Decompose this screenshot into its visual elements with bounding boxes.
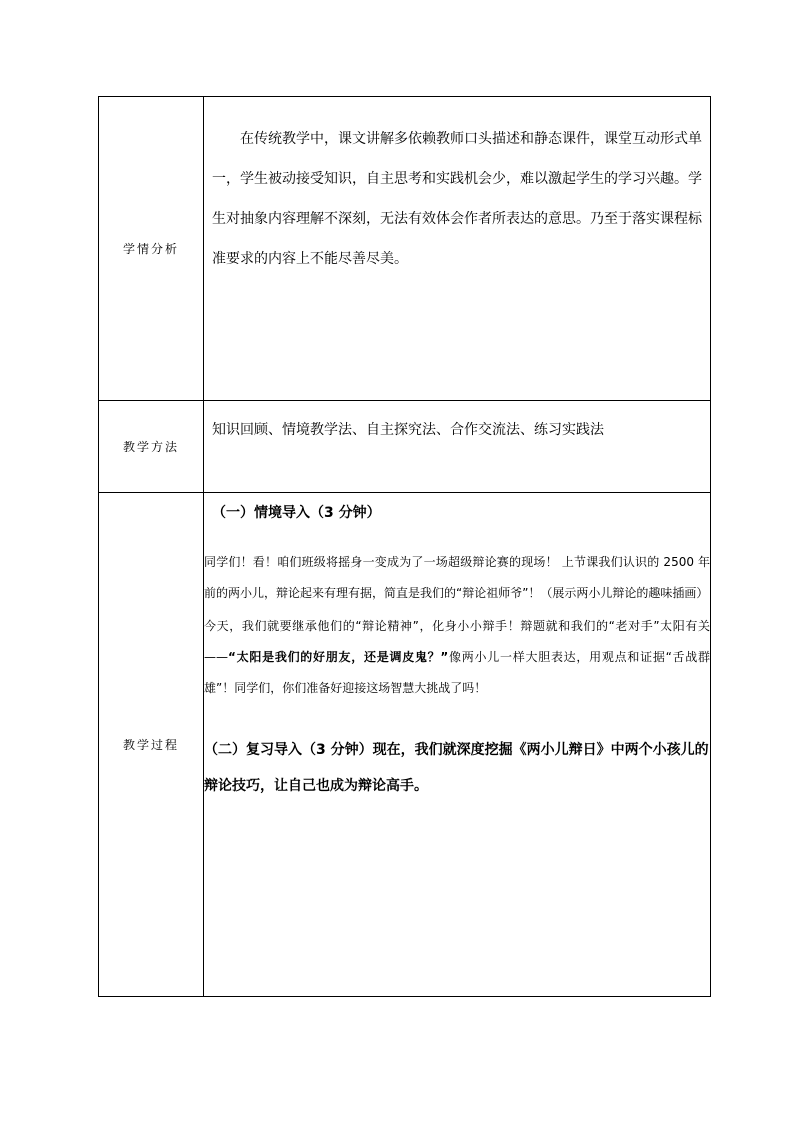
row-teaching-methods: [99, 401, 711, 493]
lesson-plan-table: [98, 96, 711, 997]
row-teaching-process: [99, 493, 711, 997]
paragraph-2-part-b: 像两小儿一样大胆表达，用观点和证据“舌战群雄”！同学们，你们准备好迎接这场智慧大挑战了吗！: [204, 650, 711, 695]
section-2-review: （二）复习导入（3 分钟）现在，我们就深度挖掘《两小儿辩日》中两个小孩儿的辩论技巧，让自己也成为辩论高手。: [204, 742, 709, 794]
label-teaching-process: 教学过程: [99, 493, 204, 997]
debate-topic: “太阳是我们的好朋友，还是调皮鬼？”: [228, 650, 449, 664]
process-paragraph-1: 同学们！看！咱们班级将摇身一变成为了一场超级辩论赛的现场！ 上节课我们认识的 2500 年前的两小儿，辩论起来有理有据，简直是我们的“辩论祖师爷”！（展示两小儿辩论的趣味插画）: [204, 555, 710, 600]
cell-teaching-process: [204, 493, 711, 997]
label-teaching-methods: 教学方法: [99, 401, 204, 493]
process-paragraph-2: [204, 611, 710, 704]
label-student-analysis: 学情分析: [99, 97, 204, 401]
teaching-methods-text: 知识回顾、情境教学法、自主探究法、合作交流法、练习实践法: [212, 422, 604, 438]
cell-student-analysis: [204, 97, 711, 401]
section-1-title: （一）情境导入（3 分钟）: [212, 505, 381, 521]
paragraph-2-part-a: 今天，我们就要继承他们的“辩论精神”，化身小小辩手！辩题就和我们的“老对手”太阳有关 ——: [204, 619, 710, 664]
row-student-analysis: [99, 97, 711, 401]
student-analysis-text: 在传统教学中，课文讲解多依赖教师口头描述和静态课件，课堂互动形式单一，学生被动接受知识，自主思考和实践机会少，难以激起学生的学习兴趣。学生对抽象内容理解不深刻，无法有效体会作者所表达的意思。乃至于落实课程标准要求的内容上不能尽善尽美。: [212, 131, 702, 267]
cell-teaching-methods: [204, 401, 711, 493]
